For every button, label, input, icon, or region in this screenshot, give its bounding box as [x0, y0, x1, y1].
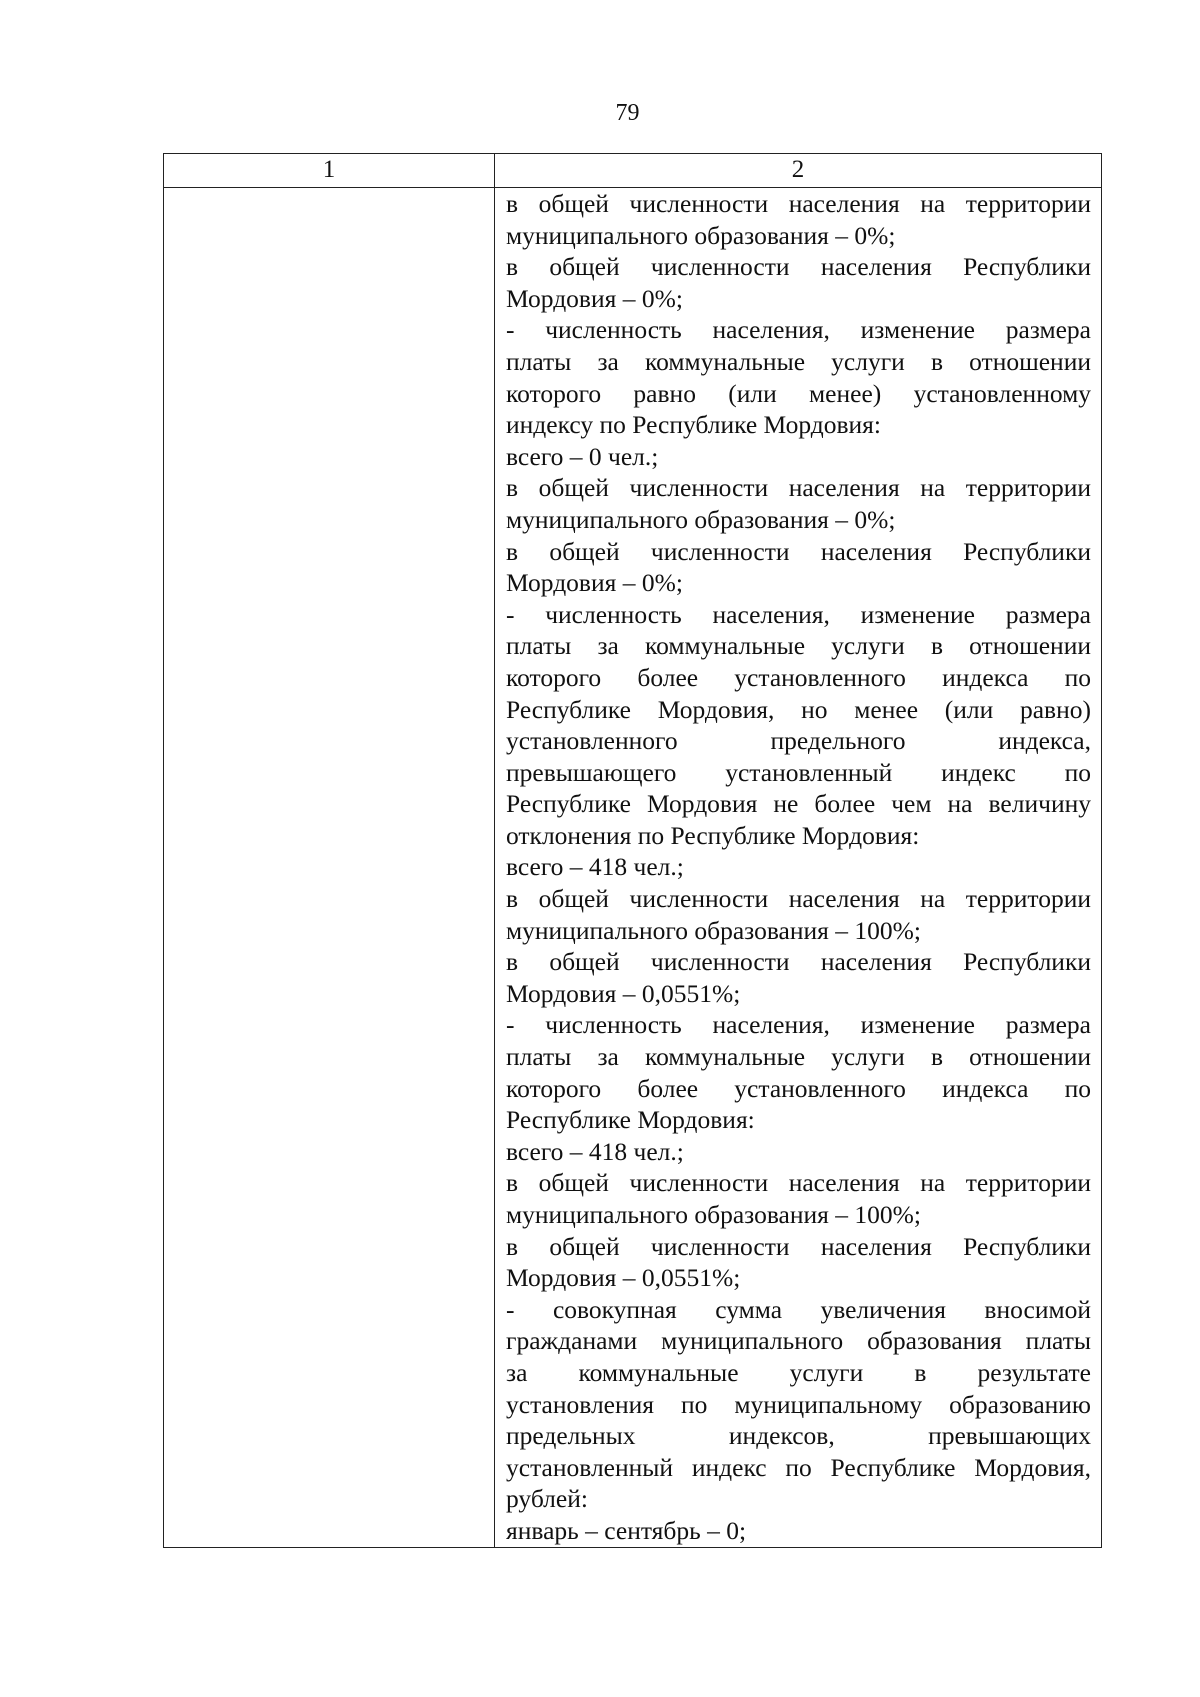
column-header-2: 2 — [495, 154, 1102, 188]
column-2-cell — [495, 188, 1102, 1548]
column-1-cell — [164, 188, 495, 1548]
text-line: в общей численности населения Республики — [506, 947, 1091, 977]
text-line: всего – 418 чел.; — [506, 852, 684, 882]
text-line: в общей численности населения на территории — [506, 473, 1091, 503]
text-line: - совокупная сумма увеличения вносимой — [506, 1294, 1091, 1324]
text-line: муниципального образования – 0%; — [506, 220, 896, 250]
text-line: индексу по Республике Мордовия: — [506, 410, 881, 440]
text-line: Мордовия – 0%; — [506, 283, 683, 313]
text-line: рублей: — [506, 1484, 588, 1514]
text-line: в общей численности населения Республики — [506, 536, 1091, 566]
text-line: гражданами муниципального образования платы — [506, 1326, 1091, 1356]
text-line: платы за коммунальные услуги в отношении — [506, 631, 1091, 661]
text-line: в общей численности населения на территории — [506, 884, 1091, 914]
text-line: Мордовия – 0%; — [506, 568, 683, 598]
text-line: муниципального образования – 100%; — [506, 1200, 921, 1229]
text-line: - численность населения, изменение размера — [506, 599, 1091, 629]
text-line: Мордовия – 0,0551%; — [506, 978, 741, 1008]
text-line: муниципального образования – 0%; — [506, 504, 896, 534]
text-line: в общей численности населения на территории — [506, 1168, 1091, 1198]
text-line: которого равно (или менее) установленному — [506, 378, 1091, 408]
text-line: Республике Мордовия: — [506, 1105, 755, 1135]
text-line: платы за коммунальные услуги в отношении — [506, 346, 1091, 376]
page-number: 79 — [615, 100, 640, 126]
text-line: предельных индексов, превышающих — [506, 1421, 1091, 1451]
text-line: которого более установленного индекса по — [506, 1073, 1091, 1103]
text-line: муниципального образования – 100%; — [506, 915, 921, 945]
text-line: всего – 0 чел.; — [506, 441, 659, 471]
column-header-1: 1 — [164, 154, 495, 188]
text-line: установленного предельного индекса, — [506, 726, 1091, 756]
text-line: Республике Мордовия, но менее (или равно) — [506, 694, 1091, 724]
text-line: превышающего установленный индекс по — [506, 757, 1091, 787]
text-line: - численность населения, изменение размера — [506, 315, 1091, 345]
column-2-text — [495, 188, 1101, 1547]
text-line: всего – 418 чел.; — [506, 1136, 684, 1166]
text-line: отклонения по Республике Мордовия: — [506, 820, 920, 850]
text-line: - численность населения, изменение размера — [506, 1010, 1091, 1040]
text-line: январь – сентябрь – 0; — [506, 1515, 747, 1545]
text-line: за коммунальные услуги в результате — [506, 1357, 1091, 1387]
table-header-row — [164, 154, 1102, 188]
text-line: в общей численности населения Республики — [506, 1231, 1091, 1261]
text-line: которого более установленного индекса по — [506, 662, 1091, 692]
text-line: установления по муниципальному образованию — [506, 1389, 1091, 1419]
text-line: в общей численности населения на территории — [506, 189, 1091, 218]
text-line: Мордовия – 0,0551%; — [506, 1263, 741, 1293]
text-line: Республике Мордовия не более чем на величину — [506, 789, 1091, 819]
content-table — [163, 153, 1102, 1548]
table-body-row — [164, 188, 1102, 1548]
text-line: установленный индекс по Республике Мордовия, — [506, 1452, 1091, 1482]
text-line: платы за коммунальные услуги в отношении — [506, 1042, 1091, 1072]
text-line: в общей численности населения Республики — [506, 252, 1091, 282]
